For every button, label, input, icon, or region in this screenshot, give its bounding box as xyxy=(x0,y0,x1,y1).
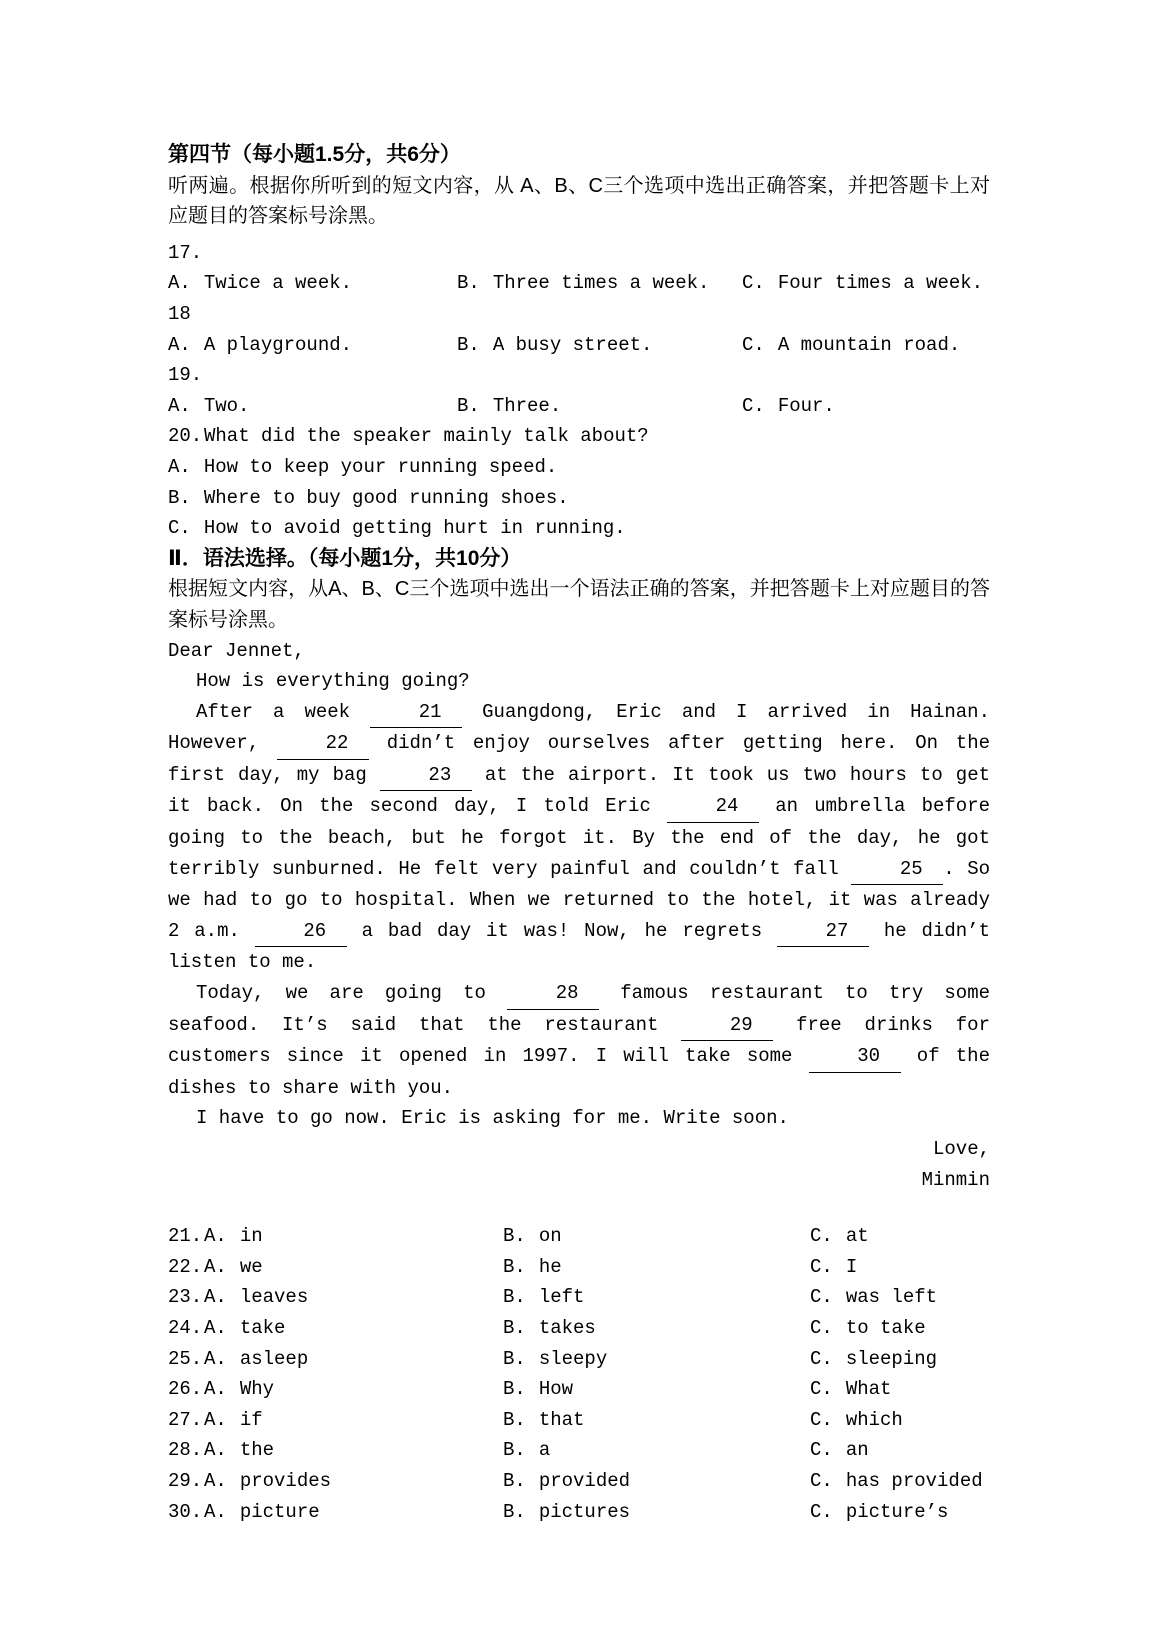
option-text: I xyxy=(845,1255,858,1278)
option-b xyxy=(168,483,990,514)
letter xyxy=(168,636,990,1196)
option-text: if xyxy=(239,1408,263,1431)
option-label: C. xyxy=(742,394,765,417)
option-a xyxy=(204,1435,503,1466)
option-label: B. xyxy=(503,1408,526,1431)
blank-26: 26 xyxy=(255,916,347,948)
grammar-item-row xyxy=(168,1374,990,1405)
option-c xyxy=(810,1313,990,1344)
option-text: What xyxy=(845,1378,892,1401)
option-a xyxy=(204,1405,503,1436)
section2-heading: Ⅱ．语法选择。（每小题1分，共10分） xyxy=(168,546,522,570)
option-a xyxy=(204,1344,503,1375)
grammar-item-row xyxy=(168,1313,990,1344)
option-text: an xyxy=(845,1439,869,1462)
option-label: A. xyxy=(204,1408,227,1431)
option-text: to take xyxy=(845,1316,926,1339)
option-label: B. xyxy=(503,1469,526,1492)
grammar-item-row xyxy=(168,1344,990,1375)
question-options xyxy=(168,330,990,361)
grammar-items xyxy=(168,1221,990,1527)
question-number: 20. xyxy=(168,425,203,448)
option-c xyxy=(168,513,990,544)
option-label: B. xyxy=(503,1439,526,1462)
option-label: A. xyxy=(168,455,191,478)
question-options xyxy=(168,452,990,544)
option-label: A. xyxy=(204,1316,227,1339)
option-text: Three times a week. xyxy=(492,272,710,295)
option-label: A. xyxy=(168,394,191,417)
option-c xyxy=(742,330,990,361)
option-text: Twice a week. xyxy=(203,272,353,295)
question-line xyxy=(168,360,990,391)
option-c xyxy=(810,1497,990,1528)
item-number: 25. xyxy=(168,1347,203,1370)
option-c xyxy=(742,391,990,422)
option-a xyxy=(204,1497,503,1528)
item-number: 21. xyxy=(168,1225,203,1248)
option-c xyxy=(810,1252,990,1283)
option-b xyxy=(503,1252,810,1283)
option-text: at xyxy=(845,1225,869,1248)
option-label: B. xyxy=(168,486,191,509)
option-text: sleeping xyxy=(845,1347,938,1370)
option-text: Two. xyxy=(203,394,250,417)
question-number: 17. xyxy=(168,241,203,264)
option-text: on xyxy=(538,1225,562,1248)
question-options xyxy=(168,268,990,299)
option-text: we xyxy=(239,1255,263,1278)
blank-21: 21 xyxy=(370,697,462,729)
option-label: B. xyxy=(503,1347,526,1370)
option-label: C. xyxy=(810,1347,833,1370)
letter-greeting: How is everything going? xyxy=(196,670,470,693)
item-number: 27. xyxy=(168,1408,203,1431)
option-b xyxy=(457,391,742,422)
option-label: B. xyxy=(503,1500,526,1523)
option-label: A. xyxy=(204,1469,227,1492)
listening-question xyxy=(168,299,990,360)
option-label: C. xyxy=(810,1255,833,1278)
option-label: A. xyxy=(204,1378,227,1401)
option-label: C. xyxy=(168,517,191,540)
option-c xyxy=(742,268,990,299)
question-number: 18 xyxy=(168,302,191,325)
option-label: C. xyxy=(742,333,765,356)
option-text: leaves xyxy=(239,1286,309,1309)
option-text: takes xyxy=(538,1316,596,1339)
option-a xyxy=(168,330,457,361)
option-text: take xyxy=(239,1316,286,1339)
option-text: the xyxy=(239,1439,275,1462)
option-label: B. xyxy=(503,1378,526,1401)
option-text: A playground. xyxy=(203,333,353,356)
listening-question xyxy=(168,238,990,299)
grammar-item-row xyxy=(168,1252,990,1283)
option-label: C. xyxy=(810,1439,833,1462)
letter-paragraph-2: Today, we are going to 28 famous restaurant to try some seafood. It’s said that the restaurant 29 free drinks for customers since it opened in 1997. I will take some 30 of the dishes to share with you. xyxy=(168,978,990,1103)
option-c xyxy=(810,1466,990,1497)
option-a xyxy=(204,1466,503,1497)
option-text: How to keep your running speed. xyxy=(203,455,558,478)
option-text: was left xyxy=(845,1286,938,1309)
option-c xyxy=(810,1221,990,1252)
option-a xyxy=(168,391,457,422)
option-text: How to avoid getting hurt in running. xyxy=(203,517,626,540)
option-text: How xyxy=(538,1378,574,1401)
option-a xyxy=(204,1313,503,1344)
listening-question xyxy=(168,360,990,421)
option-label: A. xyxy=(204,1255,227,1278)
option-c xyxy=(810,1344,990,1375)
item-number: 23. xyxy=(168,1286,203,1309)
option-text: sleepy xyxy=(538,1347,608,1370)
letter-closing: Love, xyxy=(932,1138,990,1160)
option-label: A. xyxy=(168,333,191,356)
option-b xyxy=(503,1435,810,1466)
option-text: left xyxy=(538,1286,585,1309)
option-a xyxy=(204,1374,503,1405)
option-text: in xyxy=(239,1225,263,1248)
option-label: B. xyxy=(457,333,480,356)
section2-instructions: 根据短文内容，从A、B、C三个选项中选出一个语法正确的答案，并把答题卡上对应题目的答案标号涂黑。 xyxy=(168,578,990,631)
blank-22: 22 xyxy=(277,728,369,760)
option-label: C. xyxy=(810,1408,833,1431)
option-label: A. xyxy=(168,272,191,295)
option-text: Three. xyxy=(492,394,562,417)
grammar-item-row xyxy=(168,1497,990,1528)
grammar-section xyxy=(168,544,990,1527)
option-a xyxy=(204,1282,503,1313)
option-label: B. xyxy=(503,1255,526,1278)
option-b xyxy=(503,1405,810,1436)
option-text: which xyxy=(845,1408,903,1431)
option-label: A. xyxy=(204,1500,227,1523)
option-text: picture xyxy=(239,1500,320,1523)
option-text: that xyxy=(538,1408,585,1431)
option-text: Why xyxy=(239,1378,275,1401)
option-c xyxy=(810,1374,990,1405)
option-text: provided xyxy=(538,1469,631,1492)
option-label: A. xyxy=(204,1347,227,1370)
option-text: he xyxy=(538,1255,562,1278)
question-line xyxy=(168,299,990,330)
option-b xyxy=(503,1466,810,1497)
option-text: picture’s xyxy=(845,1500,949,1523)
letter-paragraph-1: After a week 21 Guangdong, Eric and I arrived in Hainan. However, 22 didn’t enjoy ourselves after getting here. On the first day, my bag 23 at the airport. It took us two hours to get it back. On the second day, I told Eric 24 an umbrella before going to the beach, but he forgot it. By the end of the day, he got terribly sunburned. He felt very painful and couldn’t fall 25 . So we had to go to hospital. When we returned to the hotel, it was already 2 a.m. 26 a bad day it was! Now, he regrets 27 he didn’t listen to me. xyxy=(168,697,990,978)
letter-farewell: I have to go now. Eric is asking for me. Write soon. xyxy=(196,1107,789,1130)
item-number: 29. xyxy=(168,1469,203,1492)
option-a xyxy=(168,268,457,299)
option-c xyxy=(810,1435,990,1466)
option-c xyxy=(810,1282,990,1313)
option-text: Four times a week. xyxy=(777,272,984,295)
option-text: Where to buy good running shoes. xyxy=(203,486,569,509)
letter-salutation: Dear Jennet, xyxy=(168,639,305,662)
listening-questions xyxy=(168,238,990,422)
option-b xyxy=(457,330,742,361)
grammar-item-row xyxy=(168,1405,990,1436)
option-text: pictures xyxy=(538,1500,631,1523)
question-line xyxy=(168,238,990,269)
item-number: 30. xyxy=(168,1500,203,1523)
option-text: a xyxy=(538,1439,551,1462)
blank-23: 23 xyxy=(380,760,472,792)
option-b xyxy=(503,1282,810,1313)
option-text: A busy street. xyxy=(492,333,653,356)
item-number: 24. xyxy=(168,1316,203,1339)
option-label: C. xyxy=(810,1500,833,1523)
option-b xyxy=(503,1313,810,1344)
option-label: C. xyxy=(810,1286,833,1309)
option-a xyxy=(204,1221,503,1252)
question-text: What did the speaker mainly talk about? xyxy=(204,425,649,448)
option-b xyxy=(503,1344,810,1375)
item-number: 28. xyxy=(168,1439,203,1462)
grammar-item-row xyxy=(168,1435,990,1466)
item-number: 26. xyxy=(168,1378,203,1401)
option-label: A. xyxy=(204,1439,227,1462)
option-label: C. xyxy=(742,272,765,295)
letter-signature: Minmin xyxy=(921,1168,990,1191)
option-label: C. xyxy=(810,1469,833,1492)
blank-28: 28 xyxy=(507,978,599,1010)
option-b xyxy=(457,268,742,299)
option-text: asleep xyxy=(239,1347,309,1370)
question-line xyxy=(168,421,990,452)
blank-25: 25 xyxy=(851,854,943,886)
option-label: A. xyxy=(204,1225,227,1248)
question-options xyxy=(168,391,990,422)
grammar-item-row xyxy=(168,1221,990,1252)
option-label: B. xyxy=(503,1225,526,1248)
option-text: has provided xyxy=(845,1469,983,1492)
option-label: B. xyxy=(503,1316,526,1339)
option-label: C. xyxy=(810,1316,833,1339)
item-number: 22. xyxy=(168,1255,203,1278)
listening-section xyxy=(168,140,990,544)
grammar-item-row xyxy=(168,1282,990,1313)
listening-question-20 xyxy=(168,421,990,543)
section4-instructions: 听两遍。根据你所听到的短文内容，从 A、B、C三个选项中选出正确答案，并把答题卡上对应题目的答案标号涂黑。 xyxy=(168,174,990,228)
option-c xyxy=(810,1405,990,1436)
blank-24: 24 xyxy=(667,791,759,823)
option-a xyxy=(204,1252,503,1283)
option-text: provides xyxy=(239,1469,332,1492)
option-label: C. xyxy=(810,1378,833,1401)
option-b xyxy=(503,1374,810,1405)
option-b xyxy=(503,1221,810,1252)
section4-heading: 第四节（每小题1.5分，共6分） xyxy=(168,143,461,166)
blank-30: 30 xyxy=(809,1041,901,1073)
blank-29: 29 xyxy=(681,1010,773,1042)
option-label: B. xyxy=(457,272,480,295)
option-label: B. xyxy=(503,1286,526,1309)
option-b xyxy=(503,1497,810,1528)
option-label: B. xyxy=(457,394,480,417)
grammar-item-row xyxy=(168,1466,990,1497)
option-text: Four. xyxy=(777,394,835,417)
option-label: C. xyxy=(810,1225,833,1248)
blank-27: 27 xyxy=(777,916,869,948)
option-label: A. xyxy=(204,1286,227,1309)
option-text: A mountain road. xyxy=(777,333,961,356)
question-number: 19. xyxy=(168,364,203,387)
option-a xyxy=(168,452,990,483)
